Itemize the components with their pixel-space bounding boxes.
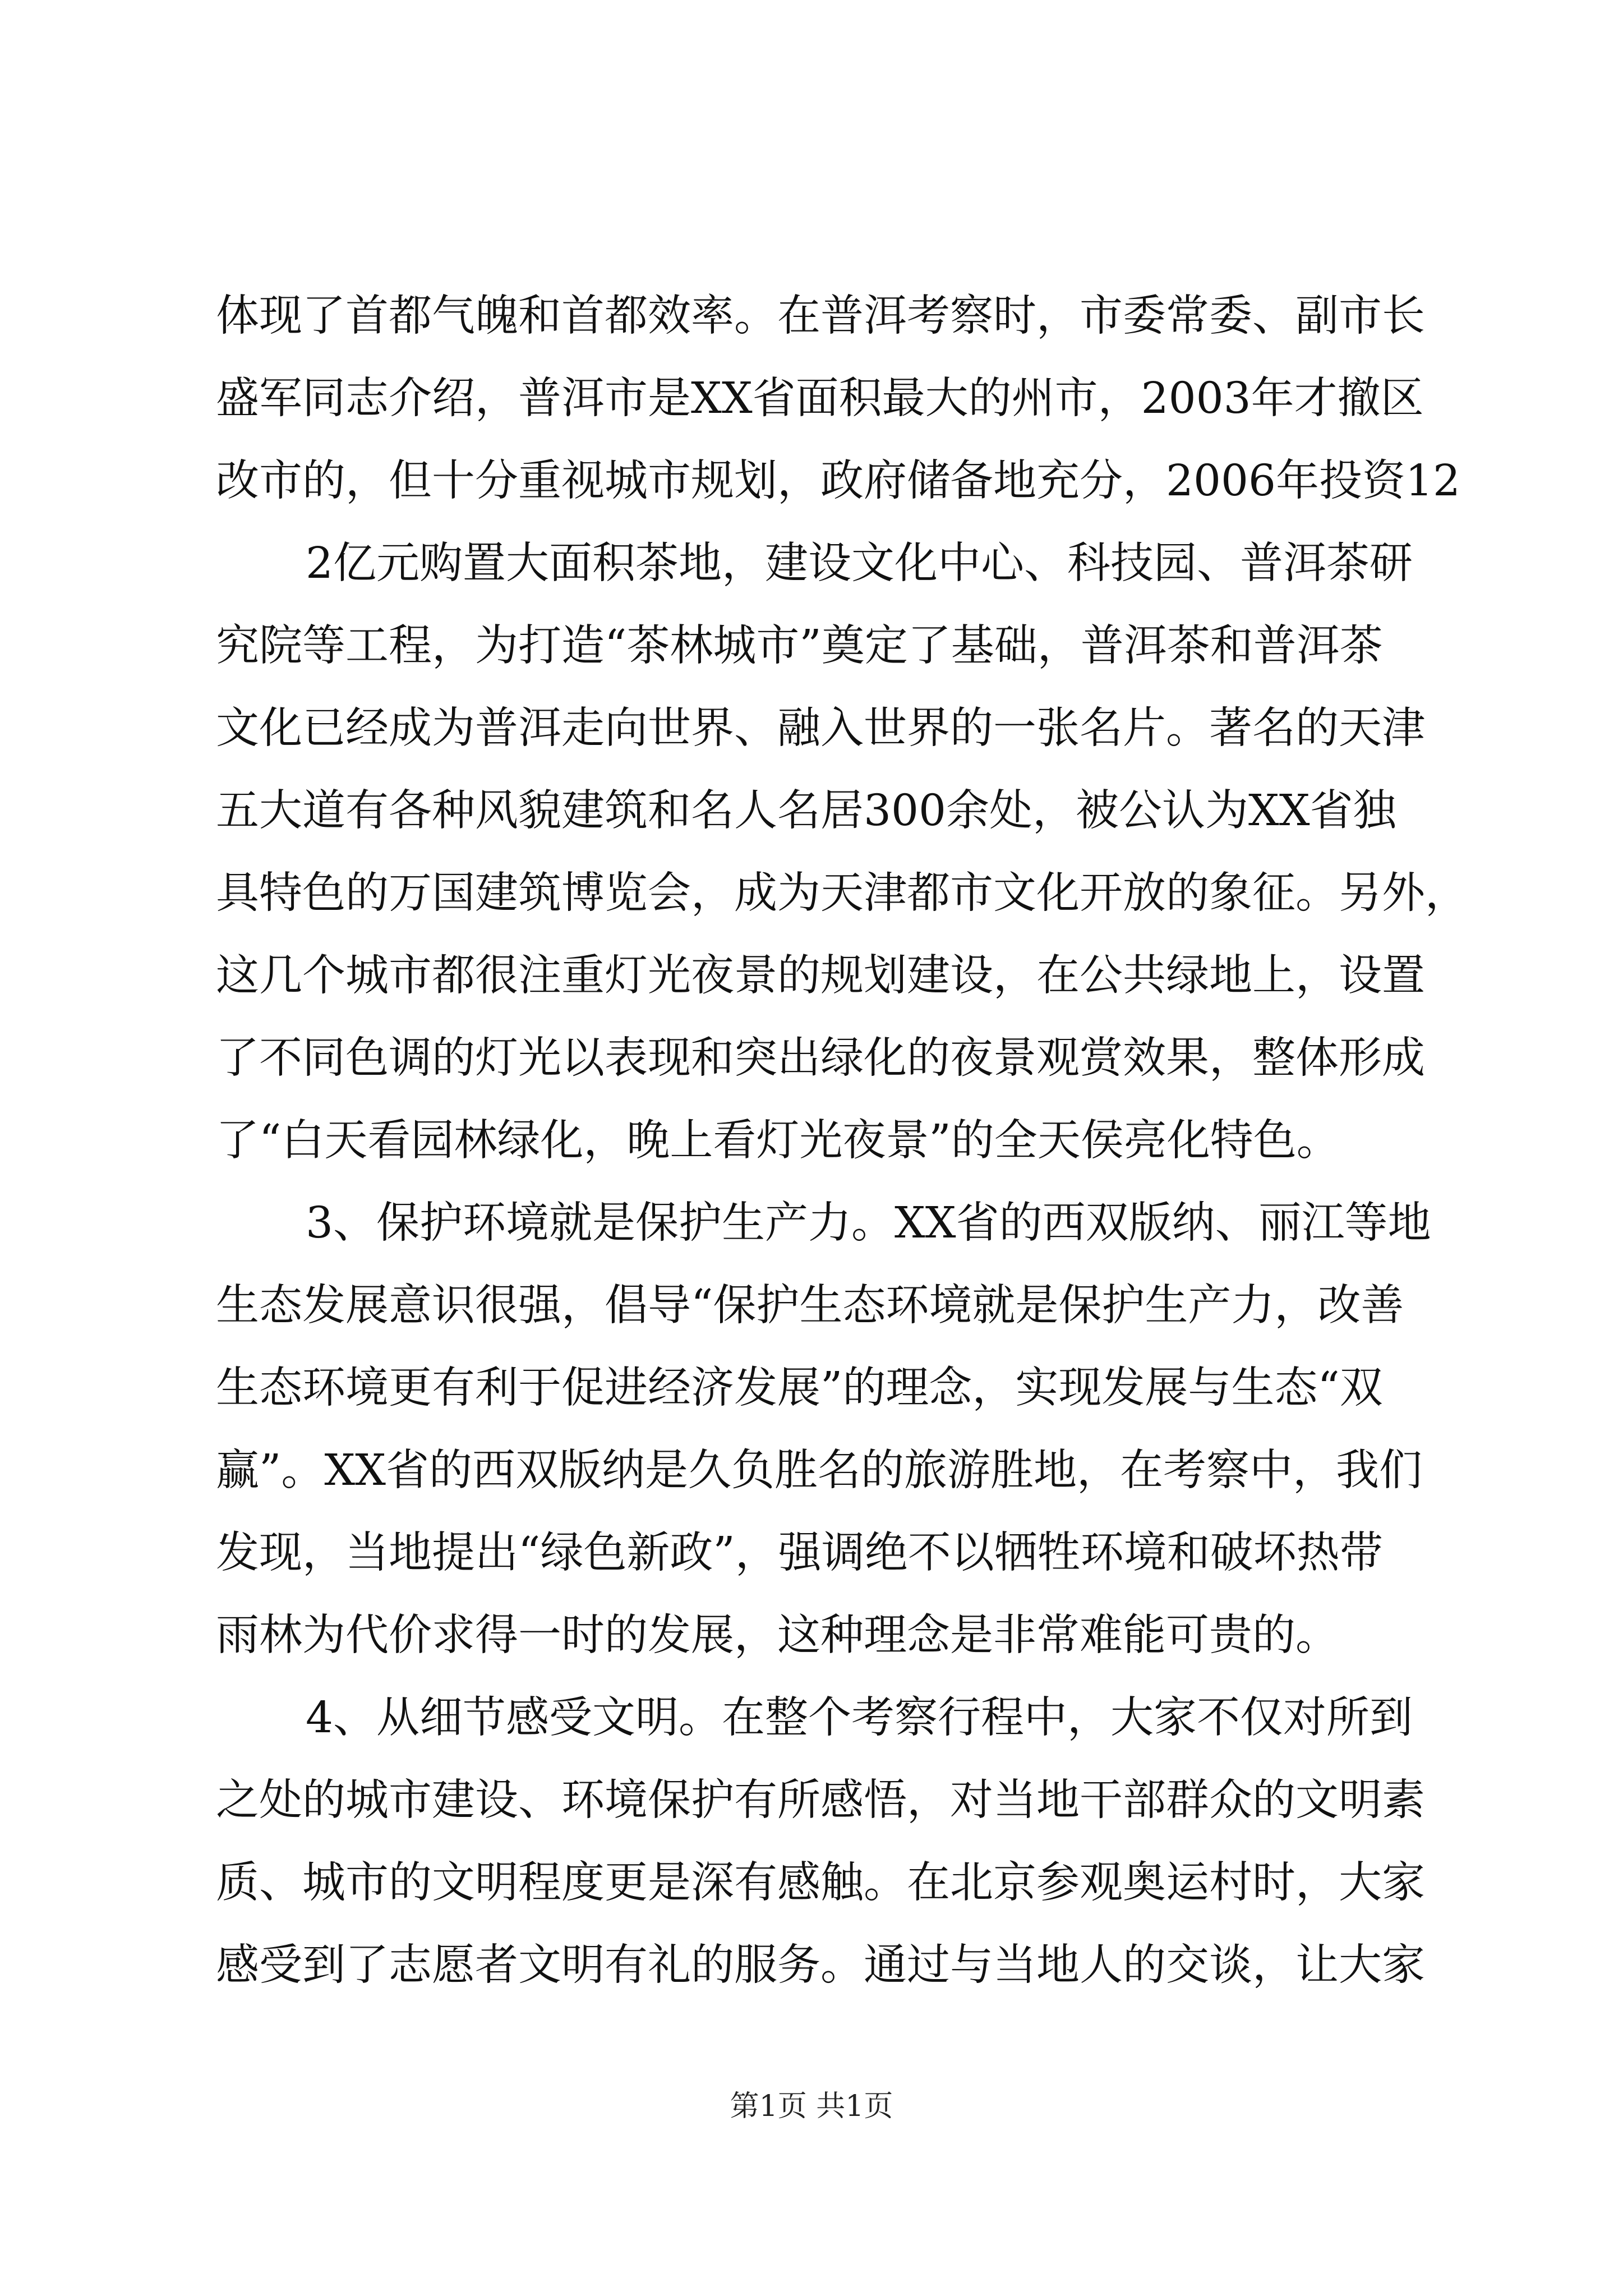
paragraph-4 [216, 1677, 1425, 2007]
page-number-label: 第1页 共1页 [730, 2090, 893, 2123]
text-line: 赢”。XX省的西双版纳是久负胜名的旅游胜地，在考察中，我们 [216, 1446, 1422, 1496]
page-footer [0, 2087, 1623, 2126]
text-line: 了不同色调的灯光以表现和突出绿化的夜景观赏效果，整体形成 [216, 1033, 1425, 1083]
paragraph-1 [216, 275, 1460, 522]
text-line: 质、城市的文明程度更是深有感触。在北京参观奥运村时，大家 [216, 1858, 1425, 1908]
text-line: 4、从细节感受文明。在整个考察行程中，大家不仅对所到 [306, 1693, 1413, 1743]
text-line: 2亿元购置大面积茶地，建设文化中心、科技园、普洱茶研 [306, 539, 1413, 588]
text-line: 这几个城市都很注重灯光夜景的规划建设，在公共绿地上，设置 [216, 951, 1425, 1001]
text-line: 改市的，但十分重视城市规划，政府储备地充分，2006年投资12 [216, 456, 1460, 506]
text-line: 生态环境更有利于促进经济发展”的理念，实现发展与生态“双 [216, 1363, 1383, 1413]
text-line: 发现，当地提出“绿色新政”，强调绝不以牺牲环境和破坏热带 [216, 1528, 1383, 1578]
body-text [216, 275, 1468, 2007]
text-line: 雨林为代价求得一时的发展，这种理念是非常难能可贵的。 [216, 1611, 1339, 1660]
text-line: 生态发展意识很强，倡导“保护生态环境就是保护生产力，改善 [216, 1281, 1404, 1331]
text-line: 体现了首都气魄和首都效率。在普洱考察时，市委常委、副市长 [216, 291, 1425, 341]
text-line: 了“白天看园林绿化，晚上看灯光夜景”的全天侯亮化特色。 [216, 1116, 1340, 1166]
text-line: 具特色的万国建筑博览会，成为天津都市文化开放的象征。另外， [216, 868, 1468, 918]
paragraph-3 [216, 1182, 1431, 1677]
text-line: 五大道有各种风貌建筑和名人名居300余处，被公认为XX省独 [216, 786, 1396, 836]
text-line: 感受到了志愿者文明有礼的服务。通过与当地人的交谈，让大家 [216, 1940, 1425, 1990]
text-line: 盛军同志介绍，普洱市是XX省面积最大的州市，2003年才撤区 [216, 374, 1424, 424]
paragraph-2 [216, 522, 1468, 1182]
text-line: 文化已经成为普洱走向世界、融入世界的一张名片。著名的天津 [216, 703, 1425, 753]
text-line: 3、保护环境就是保护生产力。XX省的西双版纳、丽江等地 [306, 1198, 1431, 1248]
text-line: 究院等工程，为打造“茶林城市”奠定了基础，普洱茶和普洱茶 [216, 621, 1383, 671]
text-line: 之处的城市建设、环境保护有所感悟，对当地干部群众的文明素 [216, 1775, 1425, 1825]
